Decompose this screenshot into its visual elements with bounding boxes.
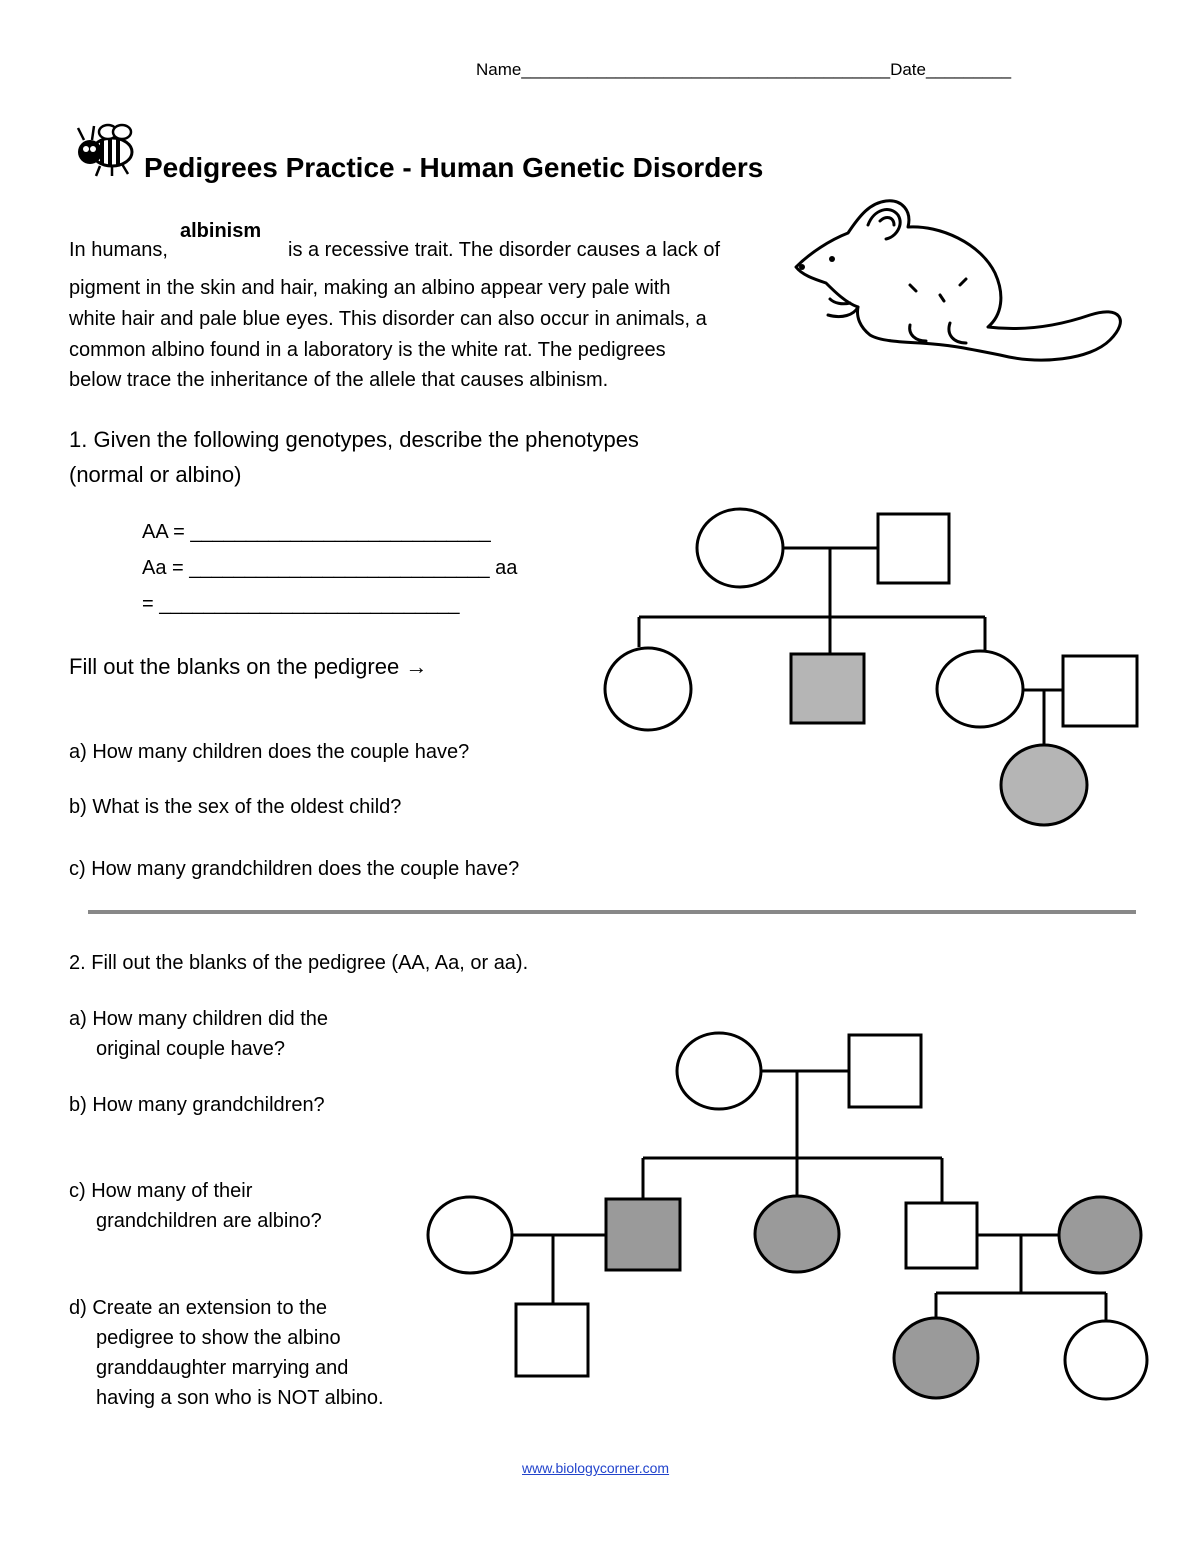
p2-granddaughter-affected (894, 1318, 978, 1398)
q1-question-c: c) How many grandchildren does the couple have? (69, 858, 520, 880)
p2-spouse-affected (1059, 1197, 1141, 1273)
p2-son-affected (606, 1199, 680, 1270)
q1-question-a: a) How many children does the couple have? (69, 741, 470, 763)
footer-link[interactable]: www.biologycorner.com (522, 1460, 670, 1476)
genotype-Aa-blank[interactable]: Aa = ___________________________ aa (142, 557, 518, 579)
p1-daughter-1 (605, 648, 691, 730)
name-date-line: Name_______________________________________Date_________ (476, 60, 1012, 79)
intro-line-1-start: In humans, (69, 239, 168, 261)
intro-line-1-end: is a recessive trait. The disorder causes a lack of (288, 239, 721, 261)
q2-question-d-line-2: pedigree to show the albino (96, 1327, 341, 1349)
q2-question-d-line-1: d) Create an extension to the (69, 1297, 327, 1319)
p1-son-affected (791, 654, 864, 723)
p2-grandson-1 (516, 1304, 588, 1376)
p2-grandfather (849, 1035, 921, 1107)
p1-grandmother (697, 509, 783, 587)
intro-line-3: white hair and pale blue eyes. This disorder can also occur in animals, a (69, 308, 707, 330)
rat-illustration (790, 195, 1135, 375)
q2-question-a-line-2: original couple have? (96, 1038, 286, 1060)
q2-question-d-line-3: granddaughter marrying and (96, 1357, 349, 1379)
q1-question-b: b) What is the sex of the oldest child? (69, 796, 402, 818)
intro-line-4: common albino found in a laboratory is the white rat. The pedigrees (69, 339, 666, 361)
q2-question-b: b) How many grandchildren? (69, 1094, 325, 1116)
page-title: Pedigrees Practice - Human Genetic Disorders (144, 152, 764, 183)
q2-question-a-line-1: a) How many children did the (69, 1008, 329, 1030)
q1-prompt-line-2: (normal or albino) (69, 462, 242, 487)
p2-son-2 (906, 1203, 977, 1268)
p1-son-in-law (1063, 656, 1137, 726)
genotype-AA-blank[interactable]: AA = ___________________________ (142, 521, 491, 543)
genotype-aa-blank[interactable]: = ___________________________ (142, 593, 460, 615)
p1-grandchild-affected (1001, 745, 1087, 825)
p2-daughter-in-law (428, 1197, 512, 1273)
q2-question-c-line-1: c) How many of their (69, 1180, 253, 1202)
p1-daughter-2 (937, 651, 1023, 727)
p2-daughter-affected (755, 1196, 839, 1272)
p1-grandfather (878, 514, 949, 583)
section-divider (88, 910, 1136, 914)
q2-question-c-line-2: grandchildren are albino? (96, 1210, 322, 1232)
intro-line-2: pigment in the skin and hair, making an albino appear very pale with (69, 277, 671, 299)
trait-word: albinism (180, 220, 262, 242)
q1-prompt-line-1: 1. Given the following genotypes, describe the phenotypes (69, 427, 639, 452)
q2-prompt: 2. Fill out the blanks of the pedigree (AA, Aa, or aa). (69, 952, 529, 974)
intro-line-5: below trace the inheritance of the allele that causes albinism. (69, 369, 609, 391)
p2-granddaughter-2 (1065, 1321, 1147, 1399)
fill-pedigree-label: Fill out the blanks on the pedigree → (69, 654, 428, 679)
p2-grandmother (677, 1033, 761, 1109)
q2-question-d-line-4: having a son who is NOT albino. (96, 1387, 384, 1409)
bee-icon (72, 122, 140, 180)
